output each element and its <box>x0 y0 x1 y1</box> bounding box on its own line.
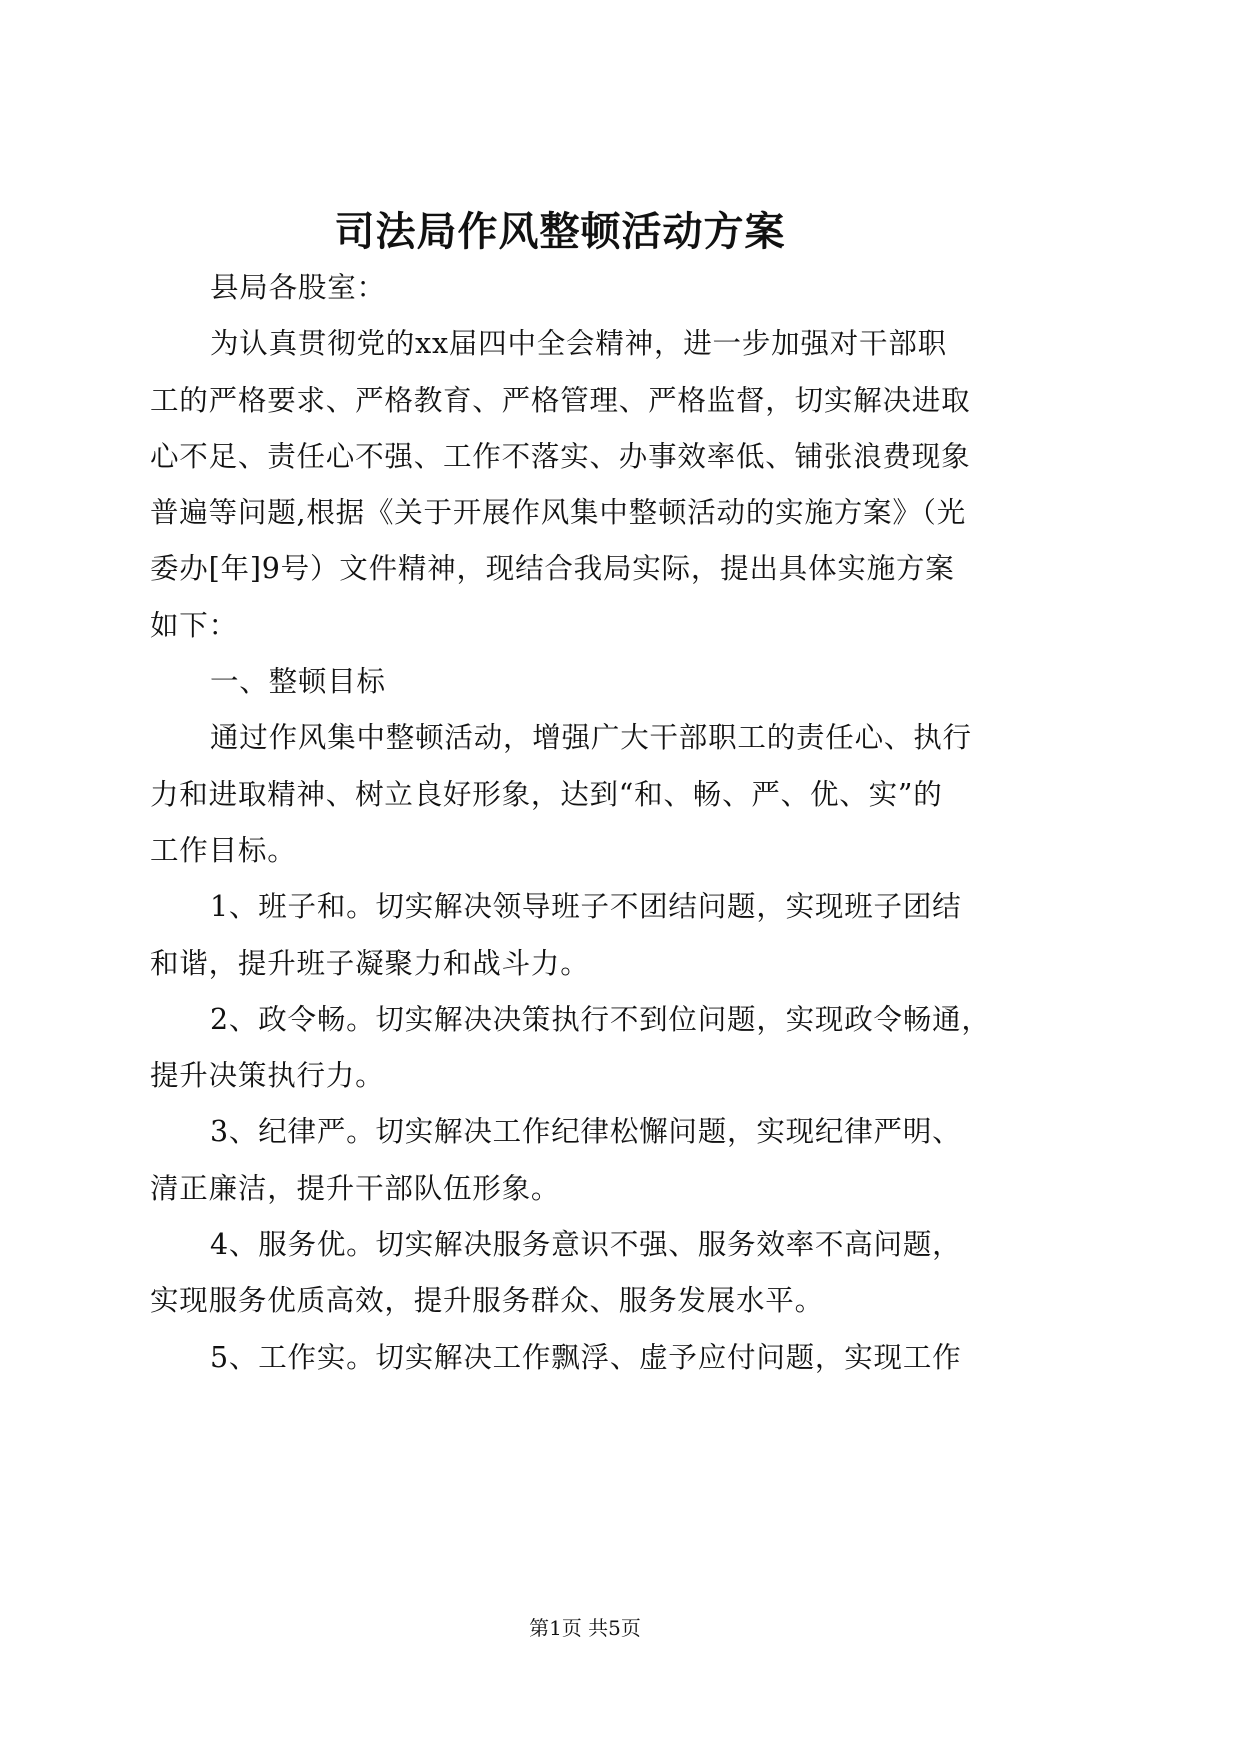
text-line: 如下： <box>150 608 238 642</box>
text-line: 为认真贯彻党的xx届四中全会精神，进一步加强对干部职 <box>210 327 947 361</box>
text-line: 一、整顿目标 <box>210 665 386 699</box>
text-line: 1、班子和。切实解决领导班子不团结问题，实现班子团结 <box>210 890 962 924</box>
text-line: 3、纪律严。切实解决工作纪律松懈问题，实现纪律严明、 <box>210 1115 962 1149</box>
text-line: 2、政令畅。切实解决决策执行不到位问题，实现政令畅通， <box>210 1002 991 1036</box>
text-line: 清正廉洁，提升干部队伍形象。 <box>150 1171 561 1205</box>
text-line: 实现服务优质高效，提升服务群众、服务发展水平。 <box>150 1284 824 1318</box>
text-line: 委办[年]9号）文件精神，现结合我局实际，提出具体实施方案 <box>150 552 955 586</box>
text-line: 提升决策执行力。 <box>150 1059 385 1093</box>
text-line: 心不足、责任心不强、工作不落实、办事效率低、铺张浪费现象 <box>150 439 971 473</box>
text-line: 县局各股室： <box>210 271 386 304</box>
text-line: 力和进取精神、树立良好形象，达到“和、畅、严、优、实”的 <box>150 777 943 811</box>
text-line: 工作目标。 <box>150 833 297 867</box>
text-line: 普遍等问题,根据《关于开展作风集中整顿活动的实施方案》（光 <box>150 496 967 530</box>
document-title: 司法局作风整顿活动方案 <box>334 208 786 255</box>
text-line: 和谐，提升班子凝聚力和战斗力。 <box>150 946 590 980</box>
page-footer: 第1页 共5页 <box>529 1616 641 1640</box>
document-body <box>150 266 991 1392</box>
text-line: 5、工作实。切实解决工作飘浮、虚予应付问题，实现工作 <box>210 1340 962 1374</box>
text-line: 4、服务优。切实解决服务意识不强、服务效率不高问题， <box>210 1228 962 1262</box>
text-line: 工的严格要求、严格教育、严格管理、严格监督，切实解决进取 <box>150 383 971 417</box>
text-line: 通过作风集中整顿活动，增强广大干部职工的责任心、执行 <box>210 721 972 755</box>
